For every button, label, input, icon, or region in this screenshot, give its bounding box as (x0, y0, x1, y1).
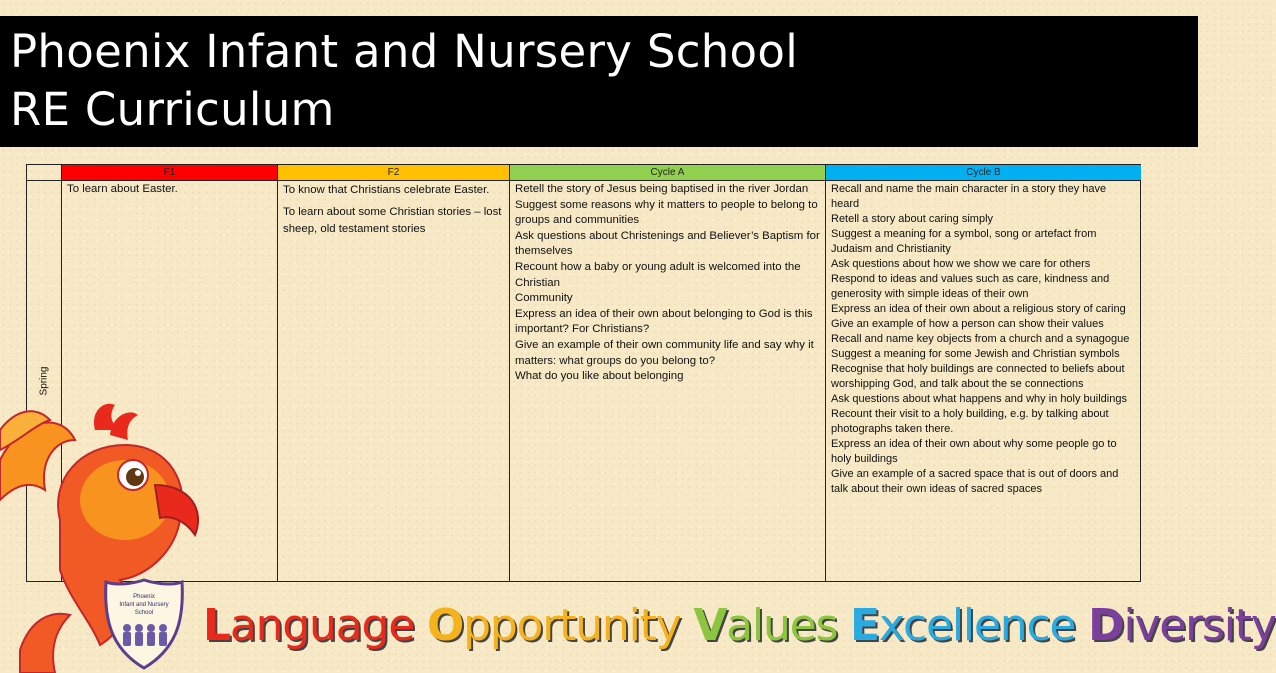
cycle-a-item: Suggest some reasons why it matters to people to belong to groups and communities (515, 198, 818, 227)
school-crest-icon (103, 578, 185, 670)
cycle-a-item: Retell the story of Jesus being baptised in the river Jordan (515, 183, 809, 195)
cycle-b-item: Express an idea of their own about a religious story of caring (831, 303, 1126, 315)
cycle-b-item: Recognise that holy buildings are connected to beliefs about worshipping God, and talk about the se connections (831, 363, 1125, 390)
cycle-b-item: Retell a story about caring simply (831, 213, 994, 225)
header-f2: F2 (278, 165, 510, 181)
motto-word-excellence: Excellence (850, 600, 1076, 651)
cell-f2 (278, 181, 510, 581)
page-subtitle: RE Curriculum (10, 83, 335, 136)
school-motto (203, 596, 1276, 656)
cycle-b-item: Ask questions about how we show we care for others (831, 258, 1091, 270)
cycle-b-item: Suggest a meaning for some Jewish and Christian symbols (831, 348, 1120, 360)
cycle-a-item: Recount how a baby or young adult is welcomed into the Christian (515, 260, 801, 289)
motto-word-values: Values (693, 600, 838, 651)
f2-item: To know that Christians celebrate Easter. (283, 184, 490, 196)
header-corner-cell (27, 165, 62, 181)
crest-line-2: Infant and Nursery (119, 602, 169, 608)
header-f1: F1 (62, 165, 278, 181)
motto-word-diversity: Diversity (1088, 600, 1276, 651)
page-title: Phoenix Infant and Nursery School (10, 25, 799, 78)
cycle-a-item: Ask questions about Christenings and Believer’s Baptism for themselves (515, 229, 820, 258)
f1-item: To learn about Easter. (67, 183, 178, 195)
cycle-b-item: Recall and name the main character in a story they have heard (831, 183, 1107, 210)
cycle-a-item: What do you like about belonging (515, 370, 684, 383)
cell-cycle-b (826, 181, 1141, 581)
title-bar (0, 16, 1198, 147)
motto-word-language: Language (203, 600, 415, 651)
header-cycle-b: Cycle B (826, 165, 1141, 181)
cycle-a-item: Express an idea of their own about belonging to God is this important? For Christians? (515, 307, 813, 336)
header-cycle-a: Cycle A (510, 165, 826, 181)
cycle-b-item: Give an example of a sacred space that is out of doors and talk about their own ideas of sacred spaces (831, 468, 1119, 495)
motto-word-opportunity: Opportunity (426, 600, 681, 651)
cycle-b-item: Ask questions about what happens and why in holy buildings (831, 393, 1127, 405)
f2-item: To learn about some Christian stories – lost sheep, old testament stories (283, 205, 502, 235)
cycle-b-item: Suggest a meaning for a symbol, song or artefact from Judaism and Christianity (831, 228, 1097, 255)
row-label: Spring (38, 366, 50, 396)
crest-line-1: Phoenix (133, 594, 155, 600)
cycle-b-item: Recall and name key objects from a church and a synagogue (831, 333, 1130, 345)
cycle-b-item: Respond to ideas and values such as care, kindness and generosity with simple ideas of their own (831, 273, 1110, 300)
cell-cycle-a (510, 181, 826, 581)
crest-line-3: School (134, 610, 154, 616)
cycle-b-item: Recount their visit to a holy building, e.g. by talking about photographs taken there. (831, 408, 1109, 435)
cycle-a-item: Community (515, 292, 573, 305)
cycle-b-item: Give an example of how a person can show their values (831, 318, 1104, 330)
cycle-a-item: Give an example of their own community life and say why it matters: what groups do you belong to? (515, 338, 814, 367)
cycle-b-item: Express an idea of their own about why some people go to holy buildings (831, 438, 1117, 465)
